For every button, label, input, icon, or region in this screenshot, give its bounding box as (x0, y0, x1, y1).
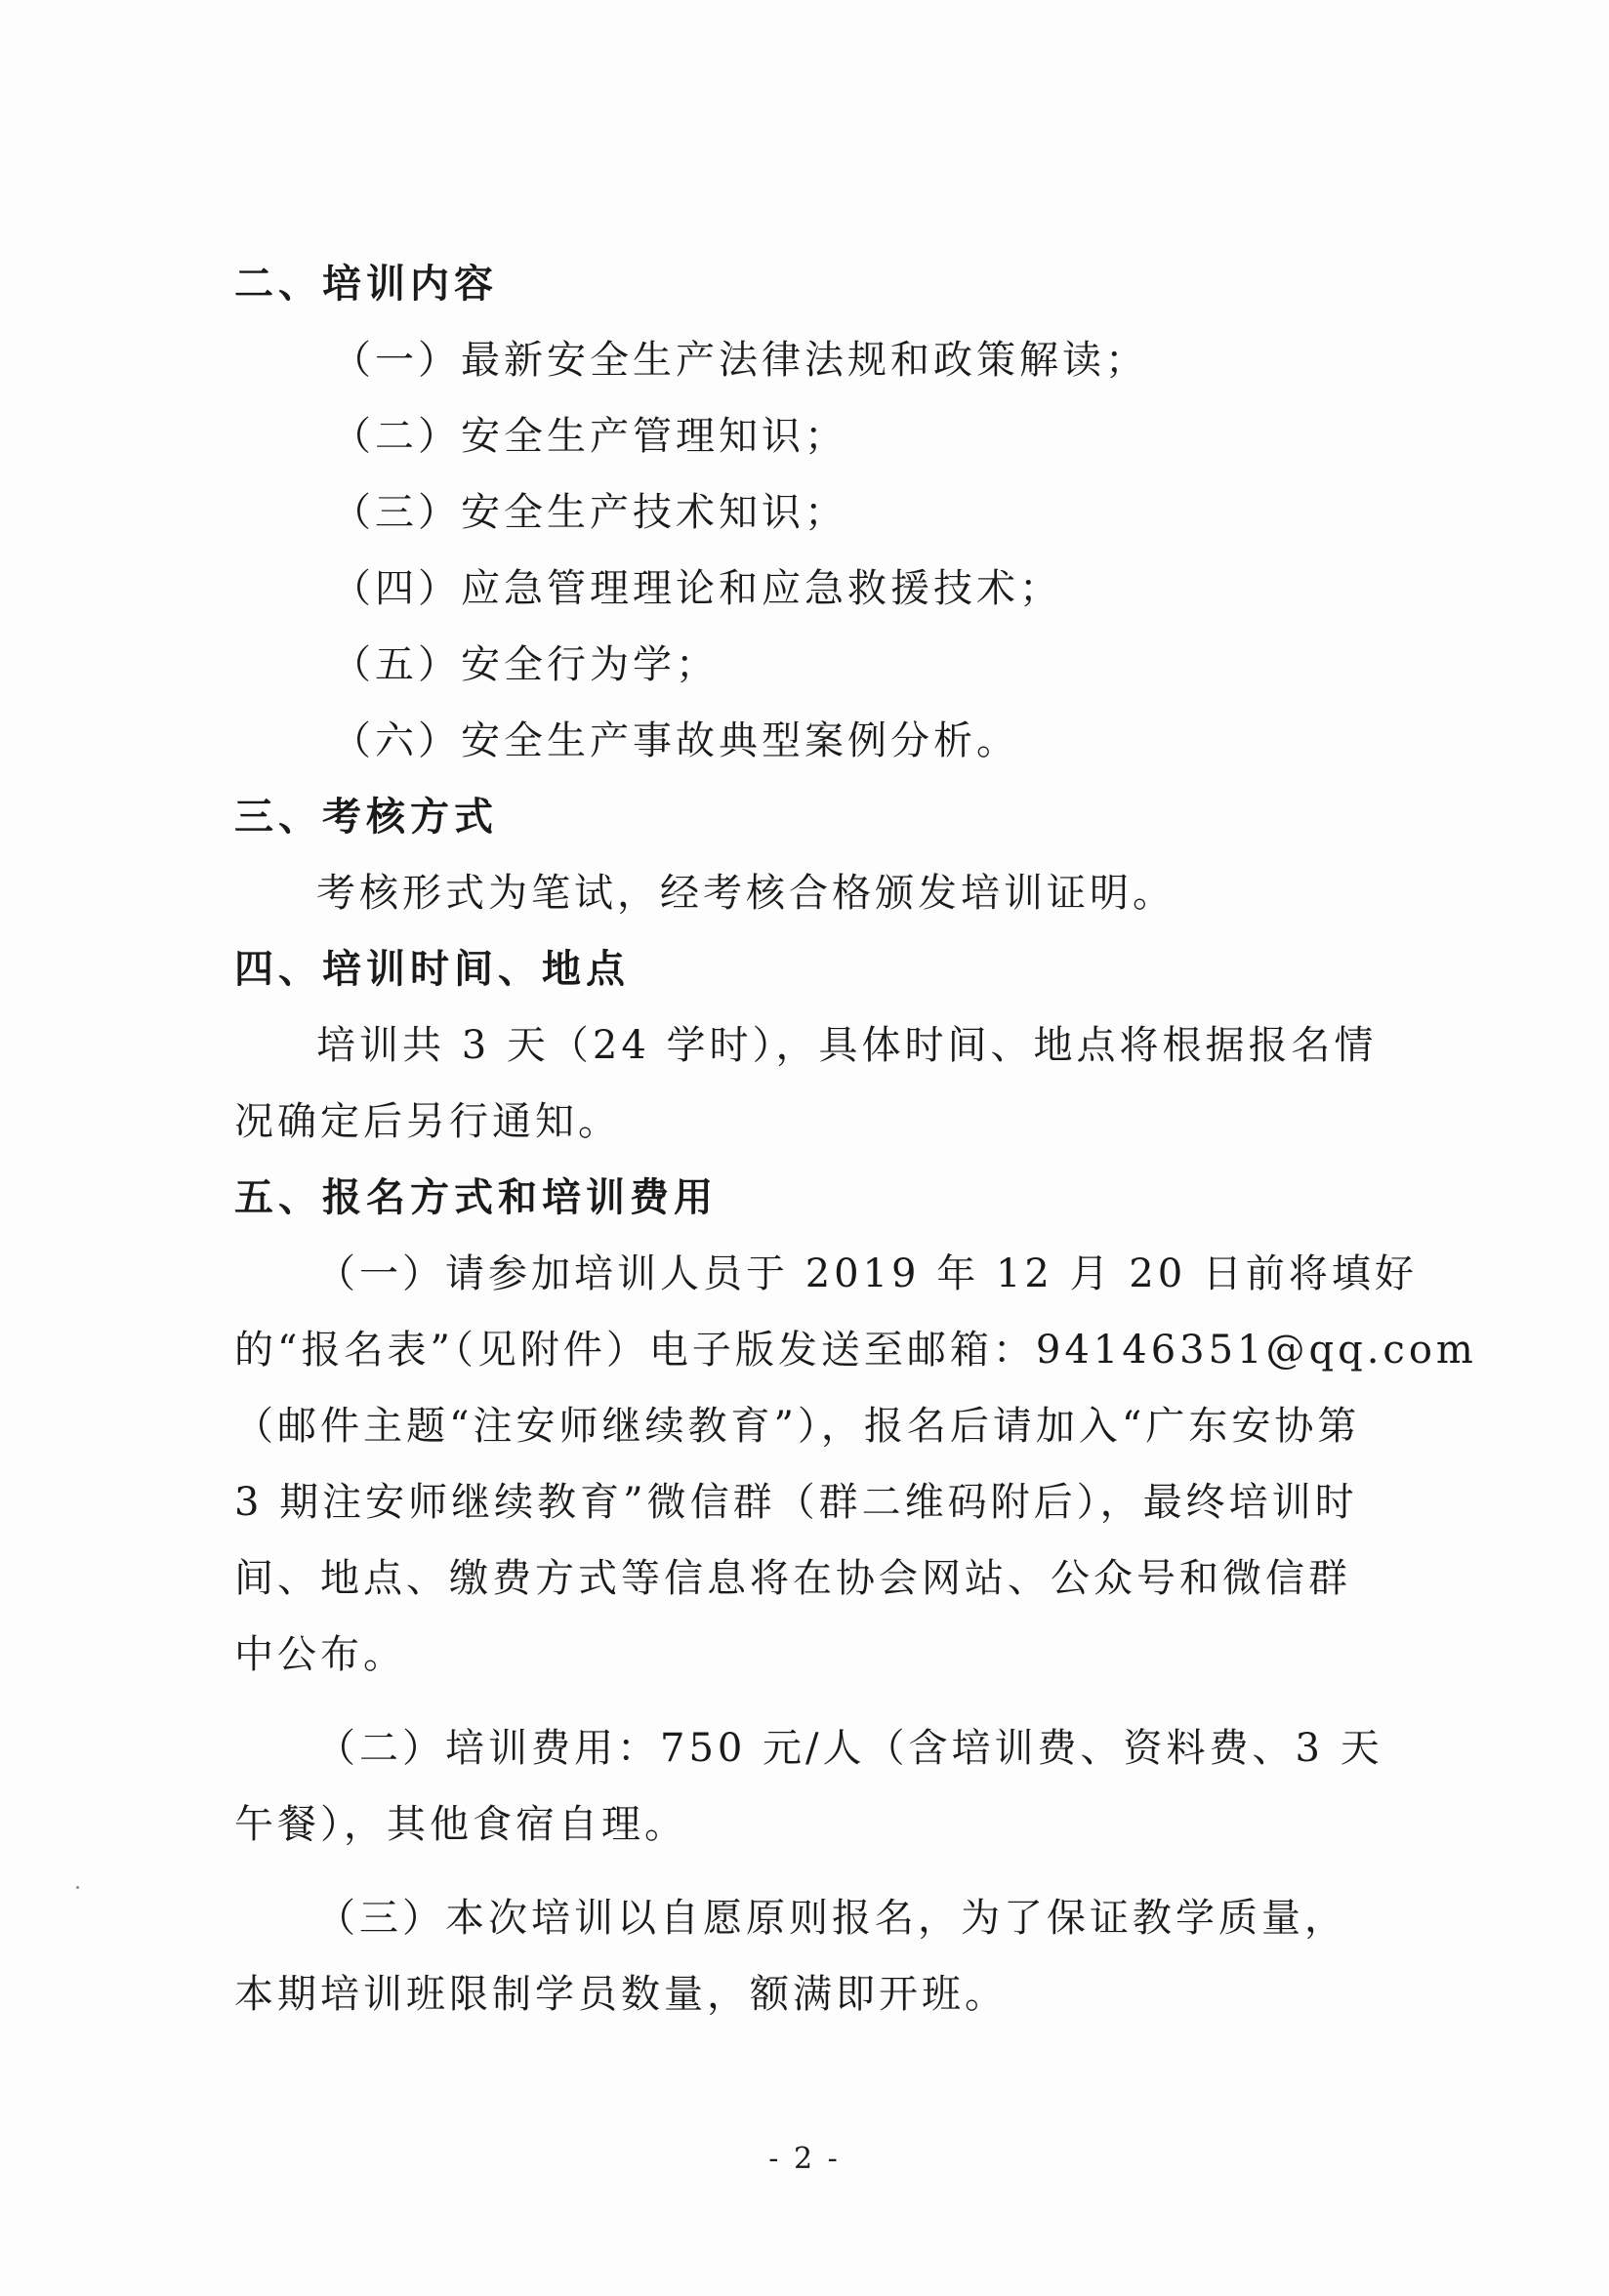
section-heading-time-location: 四、培训时间、地点 (234, 947, 630, 992)
list-item: （三）安全生产技术知识； (332, 490, 847, 535)
paragraph-time-line-1: 培训共 3 天（24 学时），具体时间、地点将根据报名情 (316, 1023, 1378, 1068)
section-heading-assessment: 三、考核方式 (234, 795, 498, 840)
paragraph-gap (234, 1863, 1349, 1880)
paragraph-registration-line-2: 的“报名表”（见附件）电子版发送至邮箱：94146351@qq.com (234, 1328, 1477, 1373)
list-item: （五）安全行为学； (332, 642, 719, 687)
list-item: （一）最新安全生产法律法规和政策解读； (332, 338, 1148, 383)
section-heading-training-content: 二、培训内容 (234, 262, 498, 307)
document-body (234, 246, 1477, 2032)
paragraph-registration-line-6: 中公布。 (234, 1632, 406, 1677)
paragraph-fee-line-2: 午餐），其他食宿自理。 (234, 1802, 687, 1847)
list-item: （四）应急管理理论和应急救援技术； (332, 566, 1062, 611)
paragraph-registration-line-5: 间、地点、缴费方式等信息将在协会网站、公众号和微信群 (234, 1556, 1351, 1601)
paragraph-registration-line-4: 3 期注安师继续教育”微信群（群二维码附后），最终培训时 (234, 1480, 1358, 1525)
list-item: （二）安全生产管理知识； (332, 414, 847, 459)
paragraph-assessment: 考核形式为笔试，经考核合格颁发培训证明。 (316, 871, 1176, 916)
section-heading-registration-fees: 五、报名方式和培训费用 (234, 1175, 718, 1220)
scan-speck (76, 1886, 79, 1889)
paragraph-time-line-2: 况确定后另行通知。 (234, 1099, 621, 1144)
paragraph-voluntary-line-1: （三）本次培训以自愿原则报名，为了保证教学质量， (316, 1896, 1347, 1941)
page-number: - 2 - (768, 2142, 841, 2176)
list-item: （六）安全生产事故典型案例分析。 (332, 718, 1019, 763)
paragraph-registration-line-1: （一）请参加培训人员于 2019 年 12 月 20 日前将填好 (316, 1251, 1418, 1296)
paragraph-fee-line-1: （二）培训费用：750 元/人（含培训费、资料费、3 天 (316, 1726, 1383, 1771)
paragraph-gap (234, 1693, 1349, 1710)
paragraph-registration-line-3: （邮件主题“注安师继续教育”），报名后请加入“广东安协第 (234, 1404, 1361, 1449)
paragraph-voluntary-line-2: 本期培训班限制学员数量，额满即开班。 (234, 1972, 1008, 2017)
